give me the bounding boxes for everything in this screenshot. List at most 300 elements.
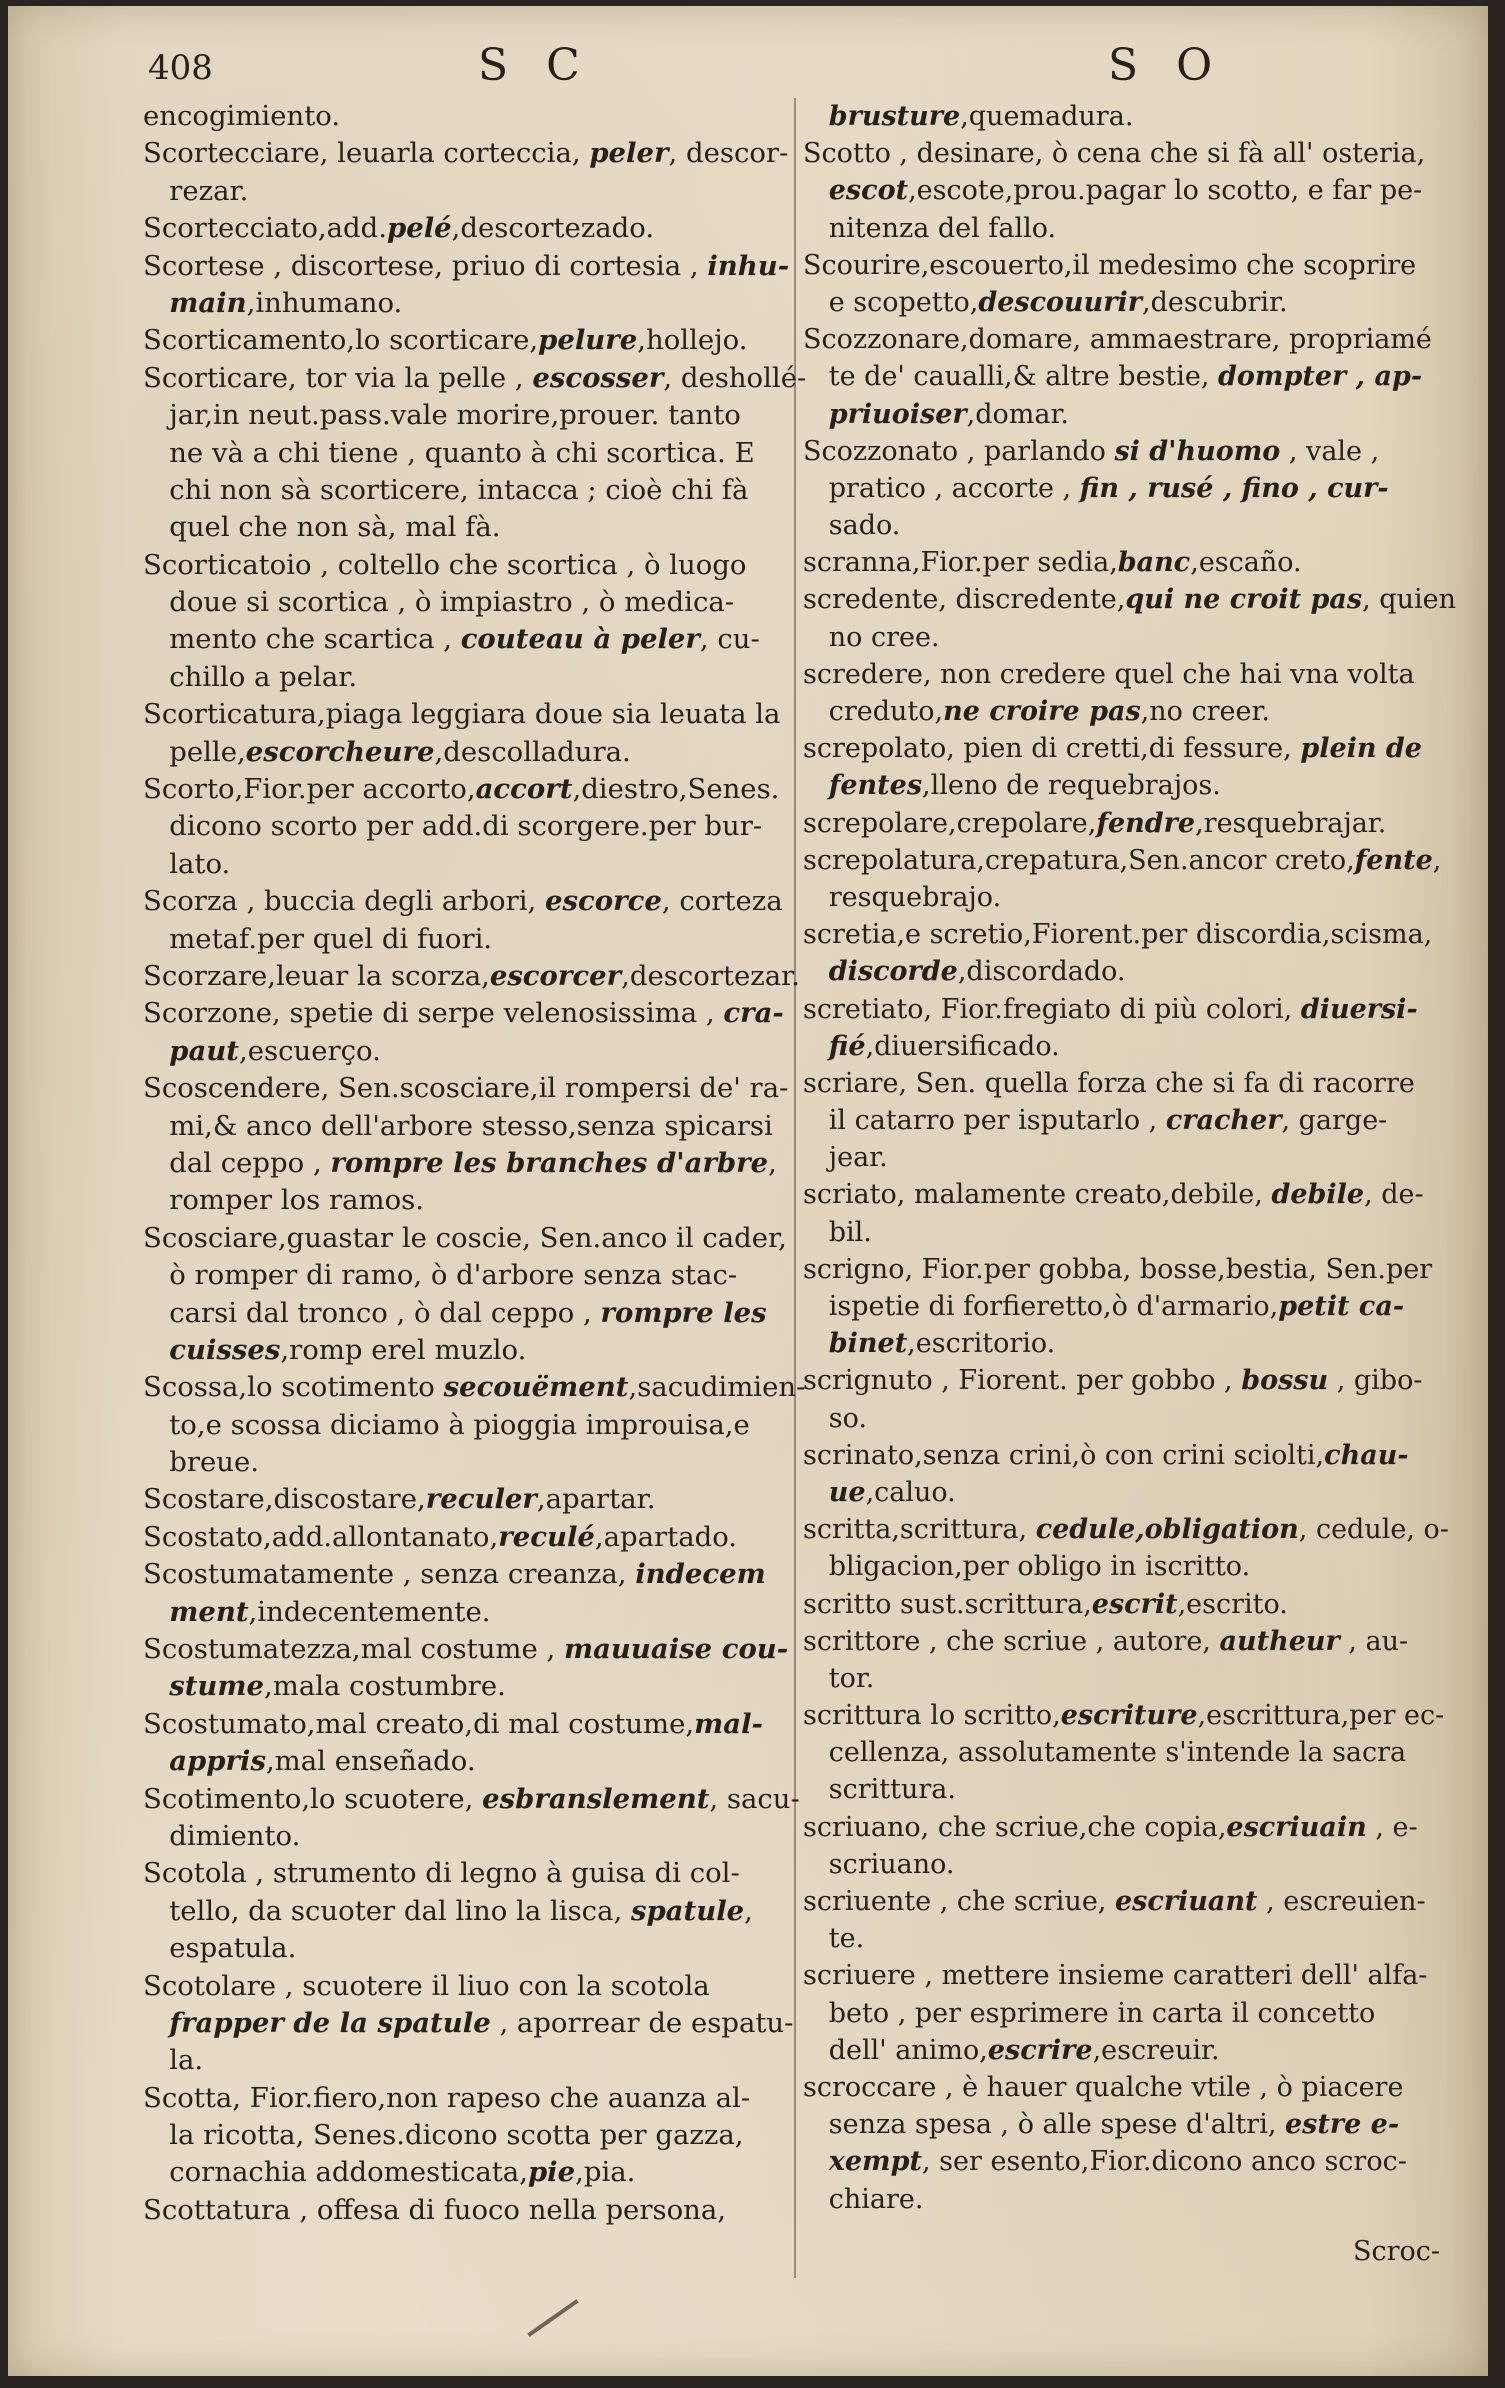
entry-line (803, 2069, 1423, 2106)
french-equivalent: spatule (630, 1894, 745, 1927)
entry-line (803, 1548, 1423, 1585)
french-equivalent: xempt (828, 2146, 922, 2178)
entry-text: scretiato, Fior.fregiato di più colori, (803, 993, 1301, 1025)
entry-line (803, 98, 1423, 135)
french-equivalent: brusture (828, 101, 961, 132)
entry-text: Scozzonato , parlando (803, 435, 1115, 467)
entry-line (803, 767, 1423, 804)
entry-line (143, 883, 783, 920)
entry-rest: ,escuerço. (238, 1034, 381, 1067)
entry-line (803, 358, 1423, 395)
entry-text: Scorto,Fior.per accorto, (143, 773, 476, 806)
french-equivalent: cra- (723, 997, 784, 1030)
catchword: Scroc- (1353, 2236, 1441, 2267)
entry-rest: ,quemadura. (960, 101, 1134, 132)
entry-line (143, 1668, 773, 1705)
entry-rest: ,descubrir. (1142, 286, 1288, 318)
entry-rest: , (768, 1146, 777, 1179)
entry-text: scriuano, che scriue,che copia, (803, 1811, 1227, 1843)
entry-text: Scorzare,leuar la scorza, (143, 959, 490, 992)
entry-text: metaf.per quel di fuori. (143, 922, 493, 955)
entry-line (143, 696, 781, 733)
entry-line (143, 1257, 773, 1294)
entry-text: Scorticare, tor via la pelle , (143, 361, 533, 394)
entry-line (803, 1771, 1423, 1808)
entry-text (803, 1328, 829, 1359)
entry-text: Scotola , strumento di legno à guisa di col- (143, 1857, 740, 1890)
entry-line (803, 1920, 1423, 1957)
column-divider (794, 98, 796, 2278)
entry-text: creduto, (803, 696, 944, 727)
entry-line (143, 360, 807, 397)
entry-line (803, 1400, 1423, 1437)
entry-text: scrinato,senza crini,ò con crini sciolti, (803, 1439, 1325, 1471)
entry-line (143, 322, 773, 359)
entry-line (143, 921, 773, 958)
entry-line (143, 472, 773, 509)
entry-text: so. (803, 1402, 867, 1434)
entry-line (143, 808, 773, 845)
entry-text: screpolato, pien di cretti,di fessure, (803, 733, 1301, 765)
entry-text: bil. (803, 1216, 872, 1248)
entry-text: dal ceppo , (143, 1146, 331, 1179)
entry-rest: ,indecentemente. (248, 1595, 491, 1628)
entry-line (803, 1623, 1423, 1660)
entry-line (803, 1809, 1423, 1846)
entry-line (803, 470, 1423, 507)
entry-line (803, 507, 1423, 544)
entry-line (803, 284, 1423, 321)
entry-rest: ,diestro,Senes. (572, 773, 780, 806)
entry-line (143, 1407, 773, 1444)
entry-rest: , cu- (699, 623, 760, 656)
entry-rest: ,inhumano. (246, 286, 403, 319)
entry-text: Scotta, Fior.fiero,non rapeso che auanza al- (143, 2081, 751, 2114)
french-equivalent: accort (475, 773, 573, 806)
entry-text: nitenza del fallo. (803, 212, 1057, 244)
entry-rest: ,discordado. (957, 956, 1126, 988)
french-equivalent: appris (169, 1745, 266, 1778)
dictionary-page (8, 6, 1488, 2376)
entry-line (143, 659, 773, 696)
french-equivalent: peler (589, 137, 669, 170)
entry-text: Scortese , discortese, priuo di cortesia , (143, 249, 708, 282)
french-equivalent: paut (169, 1034, 239, 1067)
french-equivalent: escrit (1091, 1588, 1178, 1620)
entry-line (143, 1369, 806, 1406)
entry-text: Scosciare,guastar le coscie, Sen.anco il cader, (143, 1221, 787, 1254)
entry-line (803, 1586, 1423, 1623)
entry-text: scrittore , che scriue , autore, (803, 1625, 1220, 1657)
entry-text: dell' animo, (803, 2034, 988, 2066)
entry-text (803, 175, 829, 206)
entry-text: Scostare,discostare, (143, 1483, 426, 1516)
entry-text: ò romper di ramo, ò d'arbore senza stac- (143, 1259, 738, 1292)
french-equivalent: pelé (386, 212, 452, 245)
entry-rest: ,mala costumbre. (264, 1670, 506, 1703)
entry-text (803, 2146, 829, 2177)
entry-text: Scotto , desinare, ò cena che si fà all' osteria, (803, 138, 1426, 170)
entry-text: ne và a chi tiene , quanto à chi scortica. E (143, 436, 755, 469)
entry-line (803, 991, 1423, 1028)
entry-rest: , ser esento,Fior.dicono anco scroc- (921, 2146, 1407, 2178)
left-column (143, 98, 807, 2229)
entry-line (143, 1033, 773, 1070)
entry-rest: ,escreuir. (1092, 2034, 1220, 2066)
entry-line (803, 1883, 1426, 1920)
entry-text (803, 956, 829, 987)
entry-line (143, 98, 773, 135)
entry-text: Scotolare , scuotere il liuo con la scotola (143, 1969, 710, 2002)
entry-rest: ,apartado. (594, 1520, 738, 1553)
entry-text: scranna,Fior.per sedia, (803, 547, 1118, 579)
entry-line (143, 1220, 787, 1257)
entry-text (143, 1334, 169, 1366)
entry-line (143, 135, 789, 172)
french-equivalent: diuersi- (1300, 993, 1418, 1025)
entry-text: doue si scortica , ò impiastro , ò medica- (143, 586, 735, 619)
ink-mark (527, 2299, 578, 2337)
entry-line (143, 2192, 773, 2229)
french-equivalent: dompter , ap- (1218, 361, 1423, 393)
entry-line (143, 584, 773, 621)
entry-text: scrigno, Fior.per gobba, bosse,bestia, Sen.per (803, 1253, 1433, 1285)
french-equivalent: autheur (1219, 1625, 1340, 1657)
entry-line (803, 730, 1423, 767)
entry-text: pratico , accorte , (803, 472, 1080, 504)
entry-line (143, 1108, 773, 1145)
french-equivalent: main (169, 286, 247, 319)
entry-text: scroccare , è hauer qualche vtile , ò piacere (803, 2071, 1404, 2103)
french-equivalent: fente (1354, 844, 1433, 876)
entry-text (803, 101, 829, 132)
french-equivalent: escosser (532, 361, 664, 394)
entry-text: to,e scossa diciamo à pioggia improuisa,e (143, 1408, 750, 1441)
entry-line (803, 953, 1423, 990)
french-equivalent: escriuain (1226, 1811, 1367, 1843)
entry-rest: , vale , (1280, 435, 1380, 467)
french-equivalent: escrire (987, 2034, 1093, 2066)
entry-text: cornachia addomesticata, (143, 2156, 528, 2189)
entry-line (143, 1855, 773, 1892)
french-equivalent: bossu (1241, 1365, 1329, 1397)
entry-text: dimiento. (143, 1819, 301, 1852)
french-equivalent: rompre les (600, 1296, 767, 1329)
entry-line (143, 1781, 800, 1818)
french-equivalent: rompre les branches d'arbre (330, 1146, 769, 1179)
entry-line (143, 2080, 773, 2117)
entry-text: ispetie di forfieretto,ò d'armario, (803, 1291, 1279, 1322)
entry-text: scritto sust.scrittura, (803, 1588, 1092, 1620)
entry-line (143, 2154, 773, 2191)
entry-text: chillo a pelar. (143, 660, 358, 693)
entry-line (143, 1930, 773, 1967)
entry-rest: ,romp erel muzlo. (280, 1333, 527, 1366)
entry-text: Scostato,add.allontanato, (143, 1520, 499, 1553)
entry-line (143, 995, 784, 1032)
entry-text (143, 1745, 169, 1777)
entry-line (143, 173, 773, 210)
entry-line (803, 1846, 1423, 1883)
entry-rest: , (1432, 844, 1442, 876)
page-number: 408 (148, 48, 213, 88)
french-equivalent: petit ca- (1278, 1291, 1405, 1322)
entry-rest: ,escrittura,per ec- (1197, 1700, 1445, 1732)
entry-rest: ,escritorio. (907, 1328, 1056, 1360)
entry-line (143, 1743, 773, 1780)
entry-line (143, 1295, 773, 1332)
entry-rest: , e- (1366, 1811, 1418, 1843)
entry-text: carsi dal tronco , ò dal ceppo , (143, 1296, 601, 1329)
entry-text: Scourire,escouerto,il medesimo che scoprire (803, 249, 1417, 281)
entry-text: rezar. (143, 174, 249, 207)
entry-text: jear. (803, 1142, 888, 1174)
entry-text: scrignuto , Fiorent. per gobbo , (803, 1365, 1242, 1397)
french-equivalent: mal- (694, 1707, 763, 1740)
entry-rest: ,apartar. (536, 1483, 656, 1516)
entry-rest: ,descortezado. (451, 212, 655, 245)
entry-text (143, 287, 169, 319)
french-equivalent: si d'huomo (1114, 435, 1281, 467)
right-column (803, 98, 1456, 2218)
french-equivalent: descouurir (978, 286, 1143, 318)
french-equivalent: couteau à peler (460, 623, 700, 656)
entry-text: pelle, (143, 735, 246, 768)
entry-rest: , gibo- (1328, 1365, 1423, 1397)
french-equivalent: escorcheure (245, 735, 435, 768)
entry-line (803, 1995, 1423, 2032)
entry-line (803, 210, 1423, 247)
french-equivalent: fin , rusé , fino , cur- (1079, 472, 1389, 504)
entry-line (803, 879, 1423, 916)
entry-rest: ,no creer. (1140, 696, 1270, 727)
entry-text: scrittura. (803, 1774, 956, 1806)
french-equivalent: ue (828, 1476, 866, 1508)
french-equivalent: cedule,obligation (1035, 1514, 1299, 1546)
entry-line (143, 2005, 794, 2042)
french-equivalent: mauuaise cou- (564, 1633, 789, 1666)
french-equivalent: priuoiser (828, 398, 967, 430)
french-equivalent: escriture (1060, 1700, 1198, 1732)
french-equivalent: ment (169, 1595, 249, 1628)
entry-line (803, 135, 1426, 172)
entry-line (803, 1734, 1423, 1771)
entry-text (803, 770, 829, 801)
entry-line (803, 2032, 1423, 2069)
entry-line (803, 544, 1423, 581)
entry-text: te. (803, 1923, 865, 1955)
entry-line (803, 619, 1423, 656)
french-equivalent: inhu- (707, 249, 790, 282)
entry-rest: , quien (1362, 584, 1456, 616)
entry-text: screpolare,crepolare, (803, 807, 1097, 839)
entry-text: breue. (143, 1446, 259, 1479)
entry-line (143, 771, 780, 808)
entry-text: cellenza, assolutamente s'intende la sacra (803, 1737, 1407, 1769)
entry-text: Scostumatamente , senza creanza, (143, 1558, 636, 1591)
entry-line (803, 321, 1432, 358)
entry-text: Scorzone, spetie di serpe velenosissima , (143, 997, 724, 1030)
entry-line (803, 1325, 1423, 1362)
french-equivalent: discorde (828, 956, 958, 988)
right-running-head: S O (1108, 40, 1225, 91)
page-header (8, 34, 1488, 94)
french-equivalent: escriuant (1114, 1886, 1258, 1917)
entry-line (803, 247, 1423, 284)
entry-line (803, 656, 1423, 693)
entry-text: sado. (803, 510, 901, 542)
entry-text: no cree. (803, 621, 940, 653)
entry-text: lato. (143, 847, 231, 880)
entry-text: e scopetto, (803, 286, 979, 318)
entry-line (803, 1288, 1423, 1325)
entry-rest: , de- (1364, 1179, 1424, 1211)
entry-line (803, 1214, 1423, 1251)
entry-text: bligacion,per obligo in iscritto. (803, 1551, 1251, 1583)
entry-line (143, 285, 773, 322)
french-equivalent: chau- (1324, 1439, 1409, 1471)
french-equivalent: ne croire pas (943, 696, 1141, 727)
entry-text: chi non sà scorticere, intacca ; cioè chi fà (143, 473, 749, 506)
french-equivalent: debile (1271, 1179, 1365, 1211)
entry-text (143, 2007, 169, 2039)
french-equivalent: fentes (828, 770, 923, 802)
entry-text: encogimiento. (143, 100, 341, 132)
entry-text: la ricotta, Senes.dicono scotta per gazza, (143, 2119, 744, 2152)
entry-line (803, 581, 1456, 618)
entry-line (143, 621, 773, 658)
entry-text: quel che non sà, mal fà. (143, 511, 501, 544)
entry-line (143, 1182, 773, 1219)
entry-text: scrittura lo scritto, (803, 1700, 1061, 1732)
french-equivalent: escot (828, 175, 909, 207)
entry-rest: , sacu- (709, 1782, 800, 1815)
entry-line (803, 396, 1423, 433)
entry-text (803, 1477, 829, 1508)
entry-line (803, 842, 1442, 879)
entry-text: chiare. (803, 2183, 924, 2215)
entry-rest: ,escrito. (1177, 1588, 1288, 1620)
left-running-head: S C (478, 40, 592, 91)
entry-line (803, 1251, 1433, 1288)
entry-text: romper los ramos. (143, 1184, 425, 1217)
entry-rest: , (744, 1894, 753, 1927)
entry-text (143, 1035, 169, 1067)
entry-line (143, 1519, 773, 1556)
entry-text: scriuente , che scriue, (803, 1886, 1115, 1917)
entry-line (803, 1176, 1423, 1213)
entry-line (803, 1028, 1423, 1065)
entry-text: espatula. (143, 1932, 297, 1965)
entry-line (143, 397, 773, 434)
entry-text: scredente, discredente, (803, 584, 1126, 616)
entry-rest: , deshollé- (663, 361, 807, 394)
entry-text (803, 1031, 829, 1062)
entry-text: scredere, non credere quel che hai vna volta (803, 658, 1415, 690)
entry-line (143, 1968, 773, 2005)
entry-text: Scossa,lo scotimento (143, 1371, 444, 1404)
entry-text (143, 1670, 169, 1702)
entry-rest: , au- (1339, 1625, 1409, 1657)
entry-line (803, 2106, 1423, 2143)
entry-text: il catarro per isputarlo , (803, 1105, 1166, 1137)
entry-rest: ,descortezar. (621, 959, 801, 992)
entry-rest: , escreuien- (1257, 1886, 1426, 1917)
entry-line (143, 547, 773, 584)
entry-rest: ,mal enseñado. (265, 1745, 476, 1778)
entry-text: mi,& anco dell'arbore stesso,senza spicarsi (143, 1109, 773, 1142)
entry-line (143, 958, 801, 995)
french-equivalent: fié (828, 1030, 866, 1062)
entry-rest: ,escote,prou.pagar lo scotto, e far pe- (908, 175, 1423, 207)
entry-line (143, 2042, 773, 2079)
entry-text: beto , per esprimere in carta il concetto (803, 1997, 1376, 2029)
entry-line (143, 734, 773, 771)
entry-text: Scorticatura,piaga leggiara doue sia leuata la (143, 698, 781, 731)
entry-text: scritta,scrittura, (803, 1514, 1036, 1546)
entry-rest: ,hollejo. (637, 324, 748, 357)
entry-rest: ,escaño. (1190, 547, 1302, 579)
entry-rest: ,caluo. (865, 1476, 956, 1508)
entry-line (143, 1818, 773, 1855)
entry-text: Scozzonare,domare, ammaestrare, propriamé (803, 324, 1432, 356)
entry-line (143, 1556, 773, 1593)
entry-line (803, 1957, 1428, 1994)
entry-text: scriuano. (803, 1848, 955, 1880)
french-equivalent: estre e- (1285, 2109, 1400, 2141)
french-equivalent: escorcer (489, 959, 622, 992)
entry-text (143, 1596, 169, 1628)
entry-line (143, 1145, 777, 1182)
french-equivalent: cracher (1165, 1105, 1282, 1137)
entry-rest: ,lleno de requebrajos. (922, 770, 1221, 802)
entry-text: senza spesa , ò alle spese d'altri, (803, 2109, 1285, 2141)
entry-text: Scotimento,lo scuotere, (143, 1782, 483, 1815)
entry-rest: ,resquebrajar. (1195, 807, 1387, 839)
french-equivalent: fendre (1096, 807, 1196, 839)
entry-text: scriuere , mettere insieme caratteri dell' alfa- (803, 1960, 1428, 1992)
entry-text: screpolatura,crepatura,Sen.ancor creto, (803, 844, 1355, 876)
entry-text: Scottatura , offesa di fuoco nella persona, (143, 2193, 726, 2226)
entry-line (143, 1594, 773, 1631)
french-equivalent: esbranslement (482, 1782, 710, 1815)
entry-line (143, 846, 773, 883)
french-equivalent: secouëment (443, 1371, 629, 1404)
entry-line (143, 1332, 773, 1369)
entry-text: Scostumatezza,mal costume , (143, 1633, 564, 1666)
entry-line (143, 2117, 773, 2154)
entry-rest: ,sacudimien- (628, 1371, 806, 1404)
entry-rest: , descor- (668, 137, 789, 170)
entry-text: dicono scorto per add.di scorgere.per bur- (143, 810, 763, 843)
entry-line (143, 509, 773, 546)
entry-rest: ,domar. (966, 398, 1069, 430)
french-equivalent: pie (527, 2156, 576, 2189)
entry-text: Scortecciato,add. (143, 212, 387, 245)
entry-line (143, 435, 773, 472)
french-equivalent: pelure (538, 324, 638, 357)
entry-line (803, 2143, 1423, 2180)
french-equivalent: plein de (1300, 733, 1422, 765)
entry-line (803, 693, 1423, 730)
entry-text: Scortecciare, leuarla corteccia, (143, 137, 590, 170)
entry-text: Scorza , buccia degli arbori, (143, 885, 546, 918)
entry-text: scriare, Sen. quella forza che si fa di racorre (803, 1067, 1415, 1099)
entry-line (803, 1474, 1423, 1511)
french-equivalent: binet (828, 1328, 908, 1360)
french-equivalent: indecem (635, 1558, 766, 1591)
entry-line (143, 1444, 773, 1481)
